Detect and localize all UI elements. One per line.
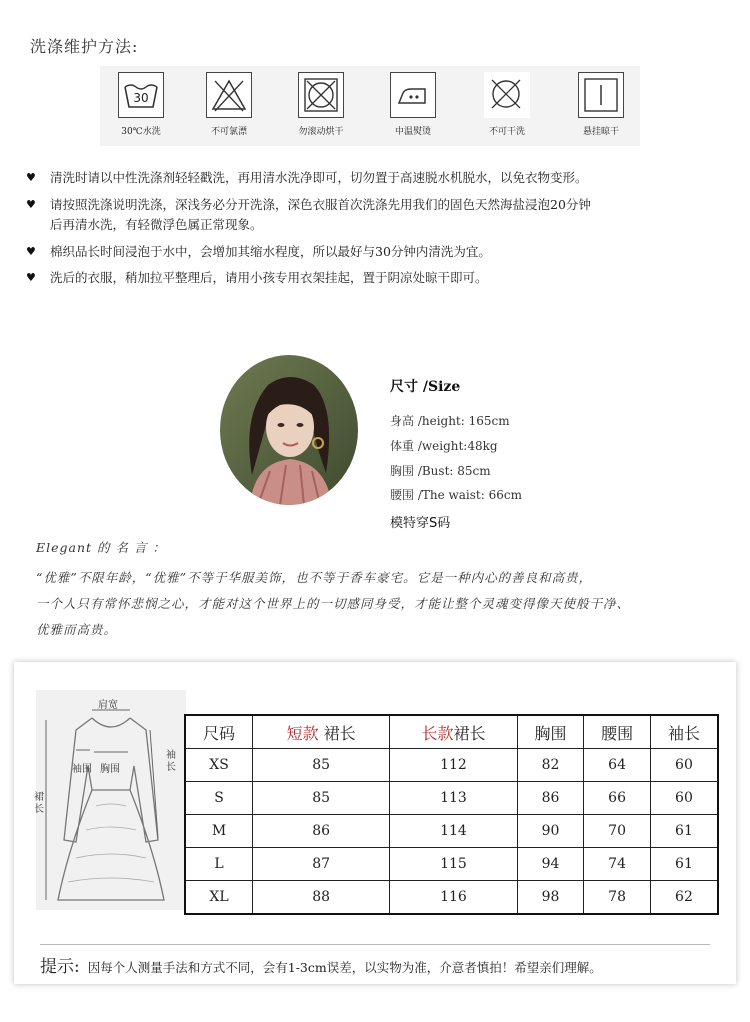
care-symbol-dryclean [472,72,542,137]
table-row: XL 88 116 98 78 62 [185,881,718,915]
table-row: XS 85 112 82 64 60 [185,749,718,782]
model-wears-size: 模特穿S码 [390,516,451,531]
care-symbol-wash [106,72,176,137]
care-symbol-tumble [286,72,356,137]
care-title: 洗涤维护方法: [30,37,139,56]
heart-icon: ♥ [26,197,36,211]
quote-block [36,538,736,646]
instruction-item: ♥ 洗后的衣服，稍加拉平整理后，请用小孩专用衣架挂起，置于阴凉处晾干即可。 [26,268,726,289]
col-short-length: 短款 裙长 [253,715,390,749]
quote-line: 一个人只有常怀悲悯之心，才能对这个世界上的一切感同身受，才能让整个灵魂变得像天使般干净、 [36,596,631,611]
care-symbol-hang [566,72,636,137]
care-label: 悬挂晾干 [582,127,619,137]
skirt-len-label: 裙长 [34,792,44,815]
col-size: 尺码 [185,715,253,749]
quote-line: “优雅”不限年龄，“优雅”不等于华服美饰，也不等于香车豪宅。它是一种内心的善良和高贵， [36,570,593,585]
quote-title: Elegant 的 名 言 ： [36,540,166,555]
care-label: 30℃水洗 [121,127,161,137]
table-row: M 86 114 90 70 61 [185,815,718,848]
care-label: 中温熨烫 [394,127,431,137]
model-photo [220,355,358,505]
sleeve-len-label: 袖长 [166,750,176,773]
table-row: S 85 113 86 66 60 [185,782,718,815]
care-instructions [26,168,726,295]
quote-line: 优雅而高贵。 [36,622,118,637]
instruction-item: ♥ 棉织品长时间浸泡于水中，会增加其缩水程度，所以最好与30分钟内清洗为宜。 [26,242,726,263]
model-weight: 体重 /weight:48kg [390,439,498,453]
care-label: 勿滚动烘干 [298,127,344,137]
svg-text:30: 30 [133,91,149,105]
col-waist: 腰围 [584,715,651,749]
measurement-tip [40,952,730,977]
model-height: 身高 /height: 165cm [390,414,510,428]
dress-measurement-diagram [36,690,186,910]
col-sleeve: 袖长 [650,715,718,749]
iron-medium-icon [390,72,436,118]
instruction-item: ♥ 请按照洗涤说明洗涤，深浅务必分开洗涤，深色衣服首次洗涤先用我们的固色天然海盐浸泡20分钟 后再清水洗，有轻微浮色属正常现象。 [26,196,591,232]
heart-icon: ♥ [26,171,36,184]
tip-label: 提示: [40,957,80,977]
size-table [184,714,719,915]
col-long-length: 长款裙长 [390,715,518,749]
care-label: 不可氯漂 [210,127,247,137]
tip-divider [40,944,710,945]
care-symbol-iron [378,72,448,137]
table-header-row [185,715,718,749]
heart-icon: ♥ [26,244,36,258]
wash-30-icon [118,72,164,118]
shoulder-label: 肩宽 [98,700,118,711]
table-row: L 87 115 94 74 61 [185,848,718,881]
instruction-item: ♥ 清洗时请以中性洗涤剂轻轻戳洗，再用清水洗净即可，切勿置于高速脱水机脱水，以免衣物变形。 [26,168,726,189]
tip-text: 因每个人测量手法和方式不同，会有1-3cm误差，以实物为准，介意者慎拍！希望亲们理解。 [87,960,602,975]
sleeve-circ-label: 袖围 [72,764,92,775]
heart-icon: ♥ [26,271,36,284]
care-label: 不可干洗 [488,127,525,137]
hang-dry-icon [578,72,624,118]
no-dry-clean-icon [484,72,530,118]
care-symbol-strip [100,66,640,146]
size-title: 尺寸 /Size [390,379,461,395]
col-bust: 胸围 [517,715,584,749]
model-bust: 胸围 /Bust: 85cm [390,464,491,478]
no-bleach-icon [206,72,252,118]
care-symbol-bleach [194,72,264,137]
bust-label: 胸围 [100,764,120,775]
model-waist: 腰围 /The waist: 66cm [390,488,522,502]
no-tumble-dry-icon [298,72,344,118]
